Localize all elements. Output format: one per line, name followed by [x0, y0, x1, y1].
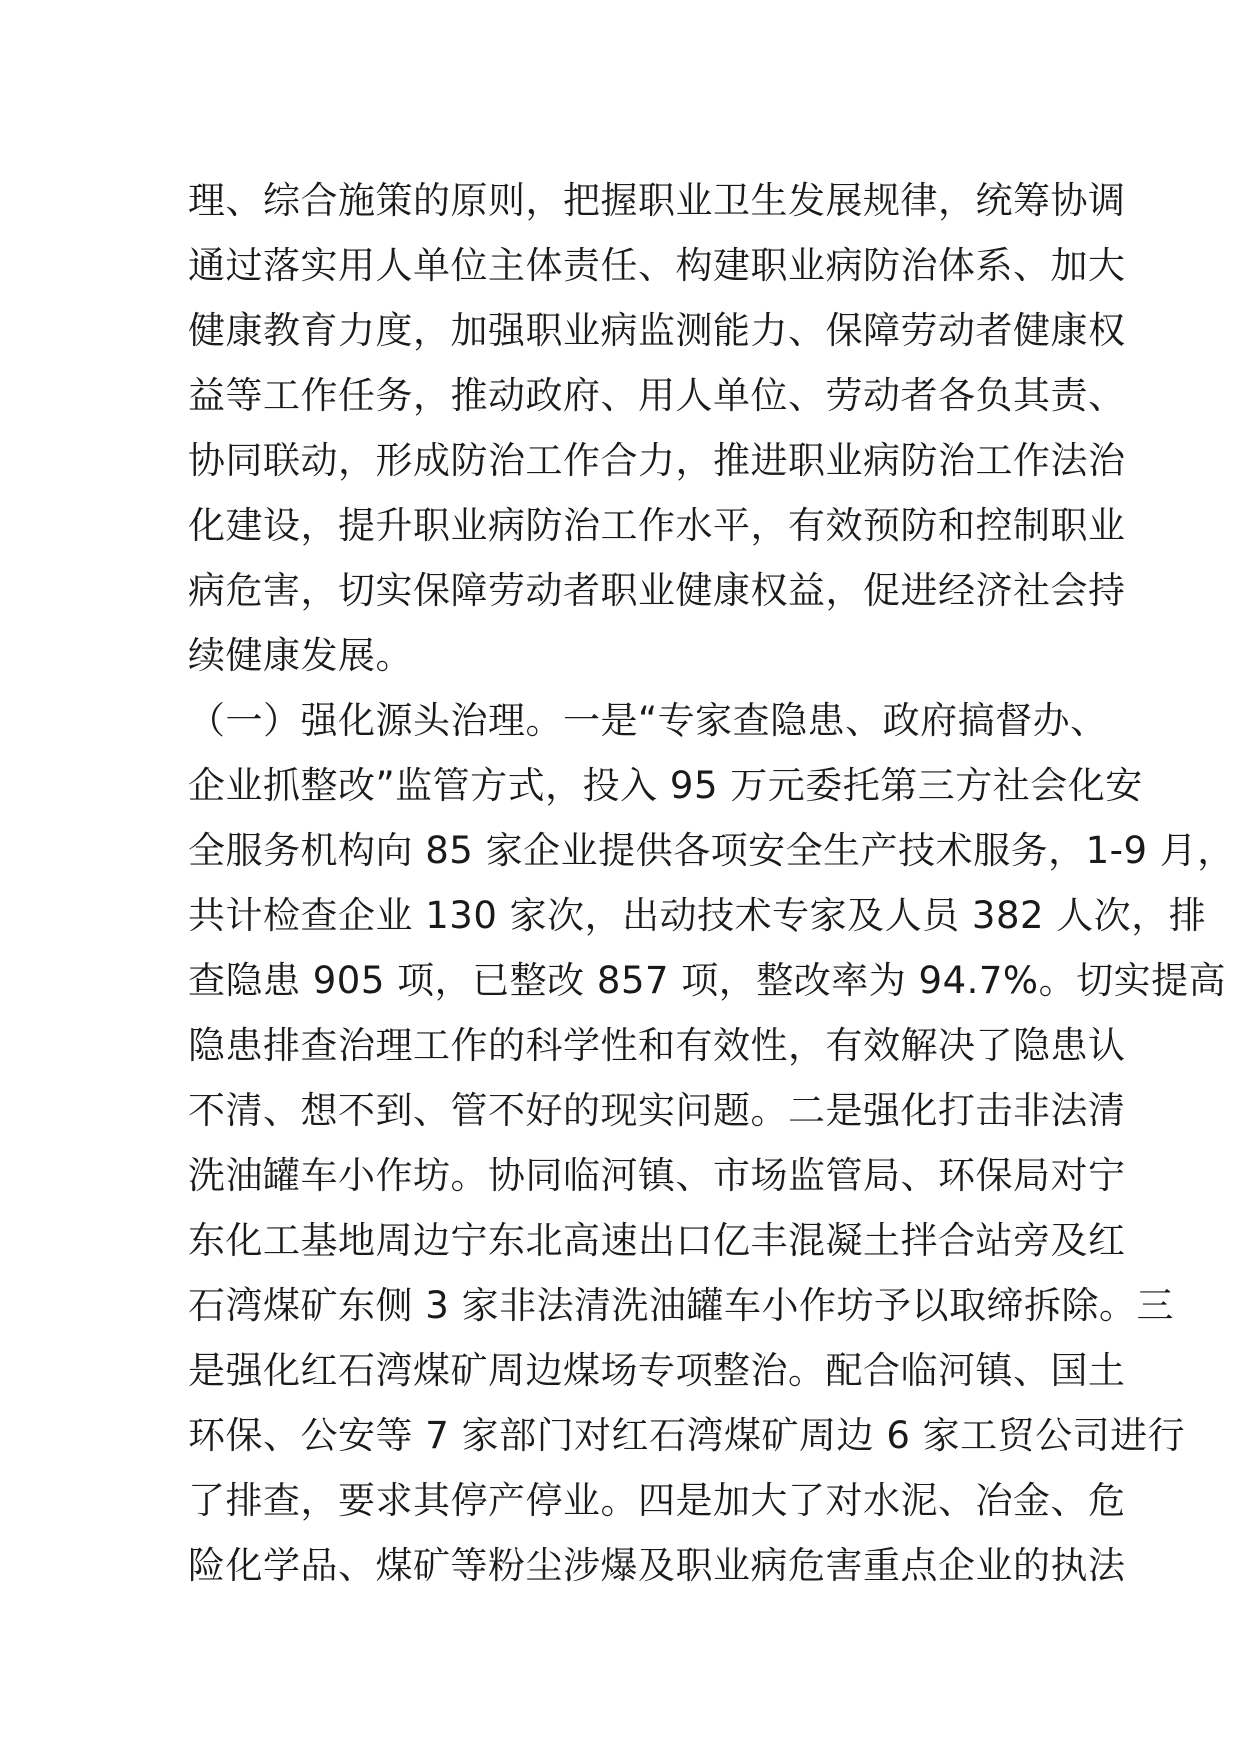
text-line-19: 是强化红石湾煤矿周边煤场专项整治。配合临河镇、国土: [188, 1349, 1126, 1392]
text-line-12: 共计检查企业 130 家次，出动技术专家及人员 382 人次，排: [188, 894, 1207, 937]
text-line-3: 健康教育力度，加强职业病监测能力、保障劳动者健康权: [188, 309, 1126, 352]
text-line-14: 隐患排查治理工作的科学性和有效性，有效解决了隐患认: [188, 1024, 1126, 1067]
text-line-18: 石湾煤矿东侧 3 家非法清洗油罐车小作坊予以取缔拆除。三: [188, 1284, 1175, 1327]
text-line-22: 险化学品、煤矿等粉尘涉爆及职业病危害重点企业的执法: [188, 1544, 1126, 1587]
text-line-20: 环保、公安等 7 家部门对红石湾煤矿周边 6 家工贸公司进行: [188, 1414, 1186, 1457]
text-line-15: 不清、想不到、管不好的现实问题。二是强化打击非法清: [188, 1089, 1126, 1132]
text-line-8: 续健康发展。: [188, 634, 413, 677]
text-line-21: 了排查，要求其停产停业。四是加大了对水泥、冶金、危: [188, 1479, 1126, 1522]
text-line-5: 协同联动，形成防治工作合力，推进职业病防治工作法治: [188, 439, 1126, 482]
text-line-1: 理、综合施策的原则，把握职业卫生发展规律，统筹协调: [188, 179, 1126, 222]
text-line-16: 洗油罐车小作坊。协同临河镇、市场监管局、环保局对宁: [188, 1154, 1126, 1197]
body-text: [188, 168, 1235, 1598]
text-line-10: 企业抓整改”监管方式，投入 95 万元委托第三方社会化安: [188, 764, 1143, 807]
text-line-2: 通过落实用人单位主体责任、构建职业病防治体系、加大: [188, 244, 1126, 287]
text-line-13: 查隐患 905 项，已整改 857 项，整改率为 94.7%。切实提高: [188, 959, 1227, 1002]
text-line-7: 病危害，切实保障劳动者职业健康权益，促进经济社会持: [188, 569, 1126, 612]
text-line-17: 东化工基地周边宁东北高速出口亿丰混凝土拌合站旁及红: [188, 1219, 1126, 1262]
text-line-4: 益等工作任务，推动政府、用人单位、劳动者各负其责、: [188, 374, 1126, 417]
text-line-11: 全服务机构向 85 家企业提供各项安全生产技术服务，1-9 月，: [188, 829, 1235, 872]
section-heading-line: （一）强化源头治理。一是“专家查隐患、政府搞督办、: [188, 699, 1108, 742]
text-line-6: 化建设，提升职业病防治工作水平，有效预防和控制职业: [188, 504, 1126, 547]
